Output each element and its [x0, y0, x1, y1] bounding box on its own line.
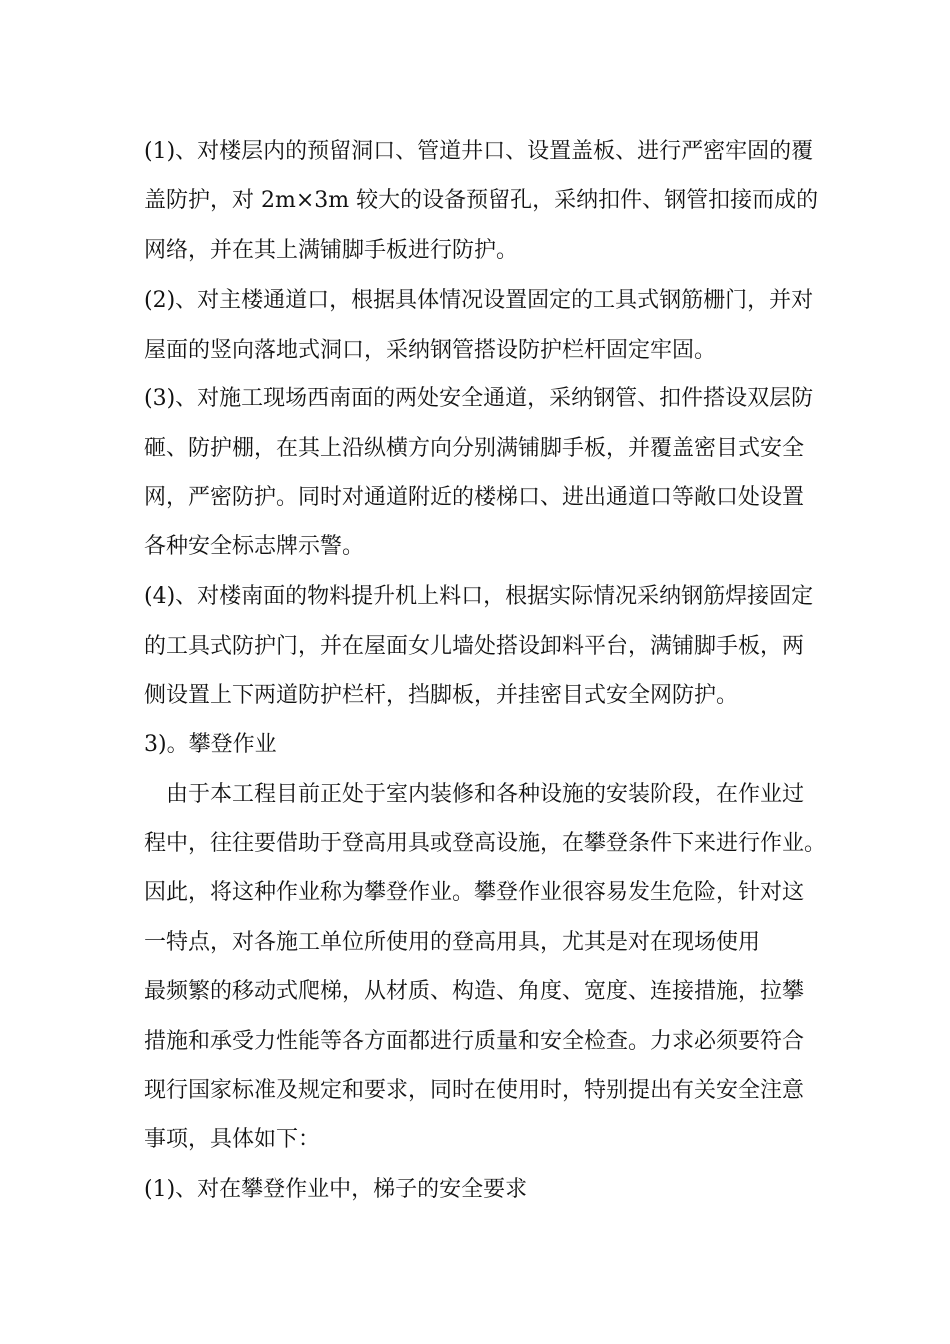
- text-line: 砸、防护棚，在其上沿纵横方向分别满铺脚手板，并覆盖密目式安全: [144, 436, 805, 461]
- text-line: 网络，并在其上满铺脚手板进行防护。: [144, 238, 519, 263]
- text-line: 盖防护，对 2m×3m 较大的设备预留孔，采纳扣件、钢管扣接而成的: [144, 188, 819, 213]
- text-line: 措施和承受力性能等各方面都进行质量和安全检查。力求必须要符合: [144, 1029, 805, 1054]
- text-line: (1)、对在攀登作业中，梯子的安全要求: [144, 1177, 528, 1202]
- text-line: (4)、对楼南面的物料提升机上料口，根据实际情况采纳钢筋焊接固定: [144, 584, 814, 609]
- text-line: 最频繁的移动式爬梯，从材质、构造、角度、宽度、连接措施，拉攀: [144, 979, 805, 1004]
- text-line: 侧设置上下两道防护栏杆，挡脚板，并挂密目式安全网防护。: [144, 683, 739, 708]
- text-line: 一特点，对各施工单位所使用的登高用具，尤其是对在现场使用: [144, 930, 761, 955]
- text-line: 现行国家标准及规定和要求，同时在使用时，特别提出有关安全注意: [144, 1078, 805, 1103]
- text-line: (2)、对主楼通道口，根据具体情况设置固定的工具式钢筋栅门，并对: [144, 288, 814, 313]
- text-line: 各种安全标志牌示警。: [144, 534, 365, 559]
- text-line: (3)、对施工现场西南面的两处安全通道，采纳钢管、扣件搭设双层防: [144, 386, 814, 411]
- paragraph-first-line: 由于本工程目前正处于室内装修和各种设施的安装阶段，在作业过: [166, 782, 805, 807]
- text-line: 事项，具体如下：: [144, 1127, 321, 1152]
- text-line: (1)、对楼层内的预留洞口、管道井口、设置盖板、进行严密牢固的覆: [144, 139, 814, 164]
- text-line: 因此，将这种作业称为攀登作业。攀登作业很容易发生危险，针对这: [144, 880, 805, 905]
- section-heading: 3)。攀登作业: [144, 732, 277, 757]
- text-line: 程中，往往要借助于登高用具或登高设施，在攀登条件下来进行作业。: [144, 831, 827, 856]
- text-line: 屋面的竖向落地式洞口，采纳钢管搭设防护栏杆固定牢固。: [144, 338, 717, 363]
- text-line: 网，严密防护。同时对通道附近的楼梯口、进出通道口等敞口处设置: [144, 485, 805, 510]
- text-line: 的工具式防护门，并在屋面女儿墙处搭设卸料平台，满铺脚手板，两: [144, 634, 805, 659]
